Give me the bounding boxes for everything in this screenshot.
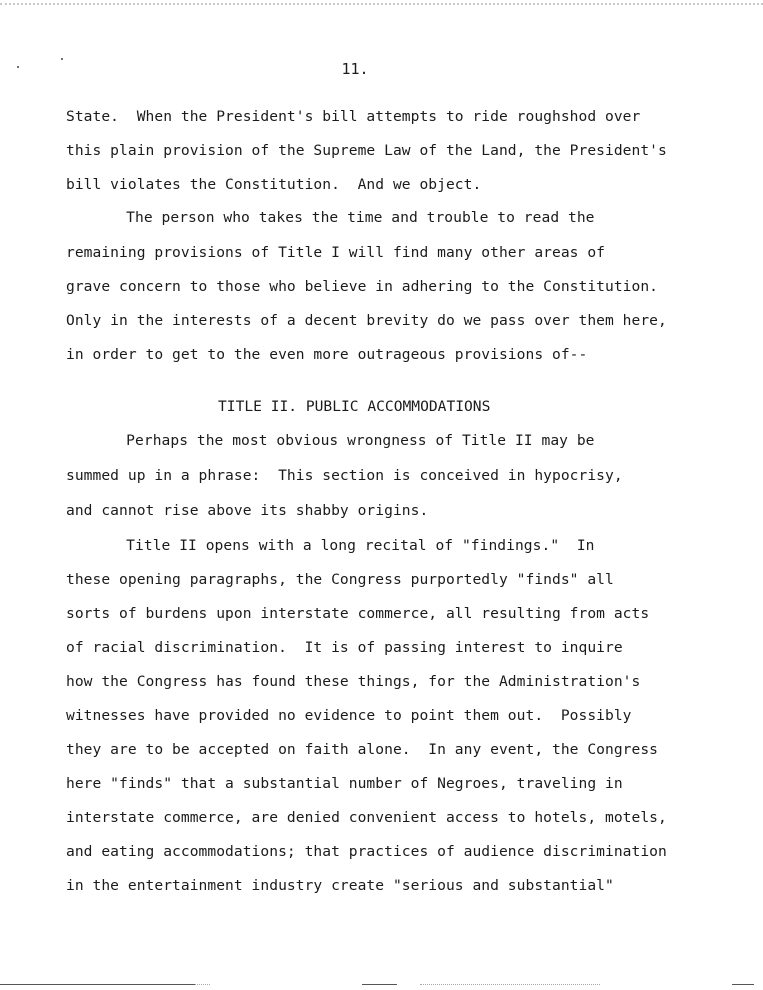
body-line: witnesses have provided no evidence to point them out. Possibly <box>66 707 632 724</box>
body-line: Perhaps the most obvious wrongness of Title II may be <box>82 432 595 449</box>
body-line: here "finds" that a substantial number of Negroes, traveling in <box>66 775 623 792</box>
bottom-scan-edge <box>362 984 397 985</box>
bottom-scan-edge <box>732 984 754 985</box>
bottom-scan-edge <box>0 984 195 985</box>
body-line: Only in the interests of a decent brevity do we pass over them here, <box>66 312 667 329</box>
body-line: grave concern to those who believe in adhering to the Constitution. <box>66 278 659 295</box>
body-line: these opening paragraphs, the Congress purportedly "finds" all <box>66 571 614 588</box>
body-line: in the entertainment industry create "serious and substantial" <box>66 877 614 894</box>
section-heading: TITLE II. PUBLIC ACCOMMODATIONS <box>218 398 491 415</box>
body-line: The person who takes the time and trouble to read the <box>82 209 595 226</box>
body-line: bill violates the Constitution. And we object. <box>66 176 482 193</box>
body-line: how the Congress has found these things, for the Administration's <box>66 673 641 690</box>
body-line: and eating accommodations; that practices of audience discrimination <box>66 843 667 860</box>
body-line: remaining provisions of Title I will find many other areas of <box>66 244 606 261</box>
page-number: 11. <box>341 60 369 78</box>
body-line: sorts of burdens upon interstate commerce, all resulting from acts <box>66 605 650 622</box>
body-line: this plain provision of the Supreme Law of the Land, the President's <box>66 142 667 159</box>
body-line: Title II opens with a long recital of "findings." In <box>82 537 595 554</box>
body-line: in order to get to the even more outrageous provisions of-- <box>66 346 588 363</box>
body-line: and cannot rise above its shabby origins. <box>66 502 429 519</box>
body-line: of racial discrimination. It is of passing interest to inquire <box>66 639 623 656</box>
bottom-scan-edge <box>195 984 210 985</box>
top-scan-edge <box>0 3 763 5</box>
bottom-scan-edge <box>420 984 600 985</box>
body-line: interstate commerce, are denied convenient access to hotels, motels, <box>66 809 667 826</box>
body-line: State. When the President's bill attempts to ride roughshod over <box>66 108 641 125</box>
body-line: summed up in a phrase: This section is conceived in hypocrisy, <box>66 467 623 484</box>
body-line: they are to be accepted on faith alone. In any event, the Congress <box>66 741 659 758</box>
